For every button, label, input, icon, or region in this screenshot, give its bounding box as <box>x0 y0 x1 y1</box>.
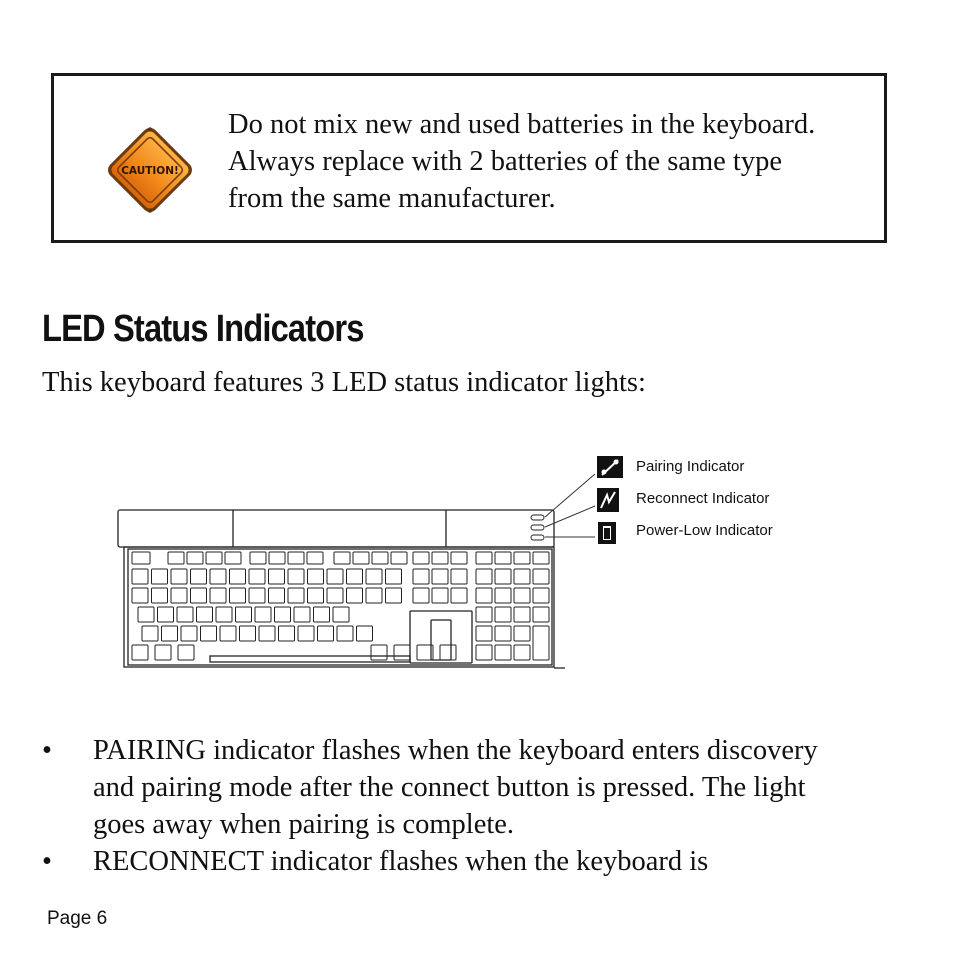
keyboard-key <box>162 626 178 641</box>
caution-sign-icon <box>100 120 200 220</box>
keyboard-key <box>269 552 285 564</box>
keyboard-key <box>366 588 382 603</box>
keyboard-key <box>495 552 511 564</box>
keyboard-key <box>432 588 448 603</box>
keyboard-key <box>181 626 197 641</box>
keyboard-key <box>476 626 492 641</box>
keyboard-key <box>495 569 511 584</box>
keyboard-key <box>451 588 467 603</box>
keyboard-key <box>514 626 530 641</box>
keyboard-key <box>210 588 226 603</box>
keyboard-key <box>353 552 369 564</box>
keyboard-key <box>307 552 323 564</box>
page-number: Page 6 <box>47 908 108 929</box>
keyboard-key <box>191 569 207 584</box>
leader-lines <box>545 474 595 537</box>
lightning-icon <box>597 488 619 512</box>
reconnect-indicator-label: Reconnect Indicator <box>636 490 770 507</box>
keyboard-key <box>413 552 429 564</box>
keyboard-key <box>255 607 271 622</box>
keyboard-key <box>250 552 266 564</box>
bullet-line: goes away when pairing is complete. <box>93 809 515 840</box>
keyboard-key <box>288 552 304 564</box>
caution-text <box>228 106 878 217</box>
keyboard-key <box>152 569 168 584</box>
keyboard-key <box>372 552 388 564</box>
keyboard-key <box>177 607 193 622</box>
keyboard-key <box>178 645 194 660</box>
keyboard-key <box>249 588 265 603</box>
keyboard-key <box>249 569 265 584</box>
keyboard-key <box>357 626 373 641</box>
keyboard-key <box>495 626 511 641</box>
list-item <box>42 732 922 843</box>
keyboard-key <box>440 645 456 660</box>
keyboard-key <box>318 626 334 641</box>
keyboard-key <box>230 569 246 584</box>
keyboard-key <box>432 569 448 584</box>
keyboard-key <box>210 569 226 584</box>
keyboard-key <box>275 607 291 622</box>
keyboard-key <box>327 588 343 603</box>
keyboard-key <box>236 607 252 622</box>
keyboard-key <box>432 552 448 564</box>
keyboard-key <box>206 552 222 564</box>
keyboard-key <box>132 569 148 584</box>
keyboard-key <box>476 552 492 564</box>
bullet-line: RECONNECT indicator flashes when the keyboard is <box>93 846 709 877</box>
keyboard-key <box>514 552 530 564</box>
keyboard-key <box>269 569 285 584</box>
bullet-marker: • <box>42 846 52 877</box>
keyboard-key <box>240 626 256 641</box>
keyboard-key <box>495 588 511 603</box>
keyboard-illustration <box>118 510 565 668</box>
section-title: LED Status Indicators <box>42 308 364 350</box>
pairing-icon <box>597 456 623 478</box>
keyboard-key <box>155 645 171 660</box>
keyboard-key <box>533 607 549 622</box>
keyboard-key <box>158 607 174 622</box>
bullet-marker: • <box>42 735 52 766</box>
keyboard-key <box>333 607 349 622</box>
keyboard-key <box>476 588 492 603</box>
keyboard-key <box>476 645 492 660</box>
keyboard-key <box>347 588 363 603</box>
keyboard-key <box>514 645 530 660</box>
keyboard-key <box>288 588 304 603</box>
keyboard-key <box>308 588 324 603</box>
keyboard-key <box>386 588 402 603</box>
keyboard-key <box>288 569 304 584</box>
indicator-list <box>42 732 922 880</box>
keyboard-key <box>413 588 429 603</box>
keyboard-key <box>308 569 324 584</box>
keyboard-key <box>476 569 492 584</box>
keyboard-key <box>327 569 343 584</box>
keyboard-key <box>337 626 353 641</box>
keyboard-key <box>371 645 387 660</box>
keyboard-key <box>514 569 530 584</box>
keyboard-key <box>391 552 407 564</box>
keyboard-key <box>171 569 187 584</box>
keyboard-key <box>476 607 492 622</box>
caution-line: from the same manufacturer. <box>228 183 556 214</box>
keyboard-key <box>394 645 410 660</box>
keyboard-key <box>495 607 511 622</box>
keyboard-key <box>191 588 207 603</box>
keyboard-key <box>259 626 275 641</box>
keyboard-key <box>451 552 467 564</box>
keyboard-key <box>269 588 285 603</box>
keyboard-key <box>533 552 549 564</box>
keyboard-key <box>386 569 402 584</box>
keyboard-diagram <box>110 448 830 678</box>
section-intro: This keyboard features 3 LED status indicator lights: <box>42 367 646 398</box>
keyboard-key <box>171 588 187 603</box>
keyboard-key <box>533 569 549 584</box>
keyboard-key <box>152 588 168 603</box>
bullet-line: PAIRING indicator flashes when the keyboard enters discovery <box>93 735 818 766</box>
keyboard-key <box>413 569 429 584</box>
keyboard-key <box>132 588 148 603</box>
list-item <box>42 843 922 880</box>
keyboard-key <box>334 552 350 564</box>
keyboard-key <box>514 607 530 622</box>
keyboard-key <box>201 626 217 641</box>
keyboard-key <box>187 552 203 564</box>
keyboard-key <box>298 626 314 641</box>
bullet-line: and pairing mode after the connect button is pressed. The light <box>93 772 806 803</box>
caution-box <box>51 73 887 243</box>
caution-line: Always replace with 2 batteries of the same type <box>228 146 782 177</box>
keyboard-key <box>168 552 184 564</box>
keyboard-key <box>230 588 246 603</box>
keyboard-key <box>142 626 158 641</box>
keyboard-key <box>533 588 549 603</box>
keyboard-key <box>197 607 213 622</box>
keyboard-key <box>225 552 241 564</box>
keyboard-key <box>138 607 154 622</box>
caution-line: Do not mix new and used batteries in the keyboard. <box>228 109 816 140</box>
keyboard-key <box>366 569 382 584</box>
keyboard-key <box>132 645 148 660</box>
keyboard-key <box>533 626 549 660</box>
keyboard-key <box>294 607 310 622</box>
keyboard-key <box>314 607 330 622</box>
keyboard-key <box>451 569 467 584</box>
keyboard-key <box>514 588 530 603</box>
keyboard-key <box>279 626 295 641</box>
power-low-indicator-label: Power-Low Indicator <box>636 522 773 539</box>
pairing-indicator-label: Pairing Indicator <box>636 458 745 475</box>
keyboard-key <box>132 552 150 564</box>
keyboard-key <box>216 607 232 622</box>
keyboard-key <box>495 645 511 660</box>
keyboard-key <box>220 626 236 641</box>
keyboard-key <box>347 569 363 584</box>
battery-icon <box>598 522 616 544</box>
led-lights <box>531 515 544 540</box>
caution-sign-label: CAUTION! <box>121 165 179 177</box>
